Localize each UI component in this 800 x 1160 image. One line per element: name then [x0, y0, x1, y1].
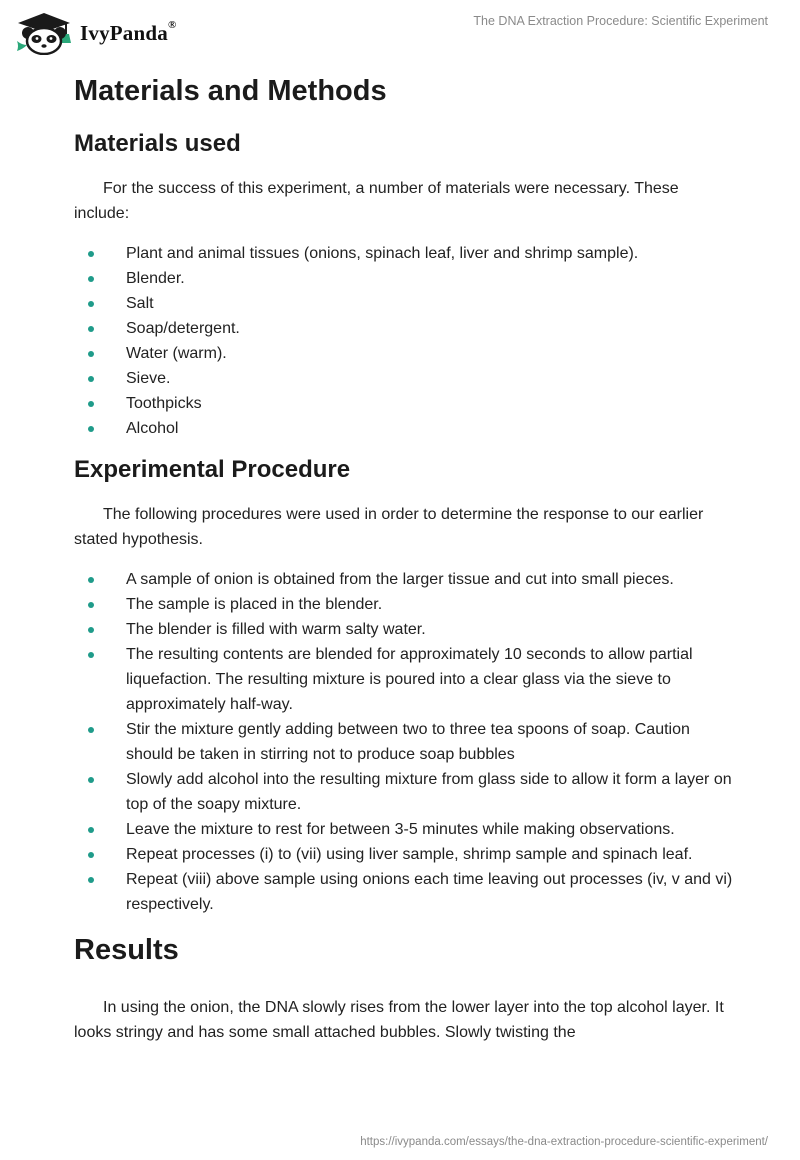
list-item-text: Leave the mixture to rest for between 3-5 minutes while making observations. — [126, 821, 675, 838]
bullet-icon — [88, 877, 94, 883]
bullet-icon — [88, 852, 94, 858]
list-item — [74, 341, 734, 366]
list-item — [74, 717, 734, 767]
page-header — [0, 0, 800, 64]
section-heading-materials-methods: Materials and Methods — [74, 75, 387, 107]
bullet-icon — [88, 727, 94, 733]
list-item — [74, 867, 734, 917]
source-url: https://ivypanda.com/essays/the-dna-extraction-procedure-scientific-experiment/ — [360, 1136, 768, 1148]
article-content — [74, 70, 734, 1045]
document-title: The DNA Extraction Procedure: Scientific Experiment — [473, 14, 768, 28]
list-item-text: Salt — [126, 295, 154, 312]
logo[interactable] — [14, 8, 176, 58]
bullet-icon — [88, 326, 94, 332]
list-item — [74, 817, 734, 842]
list-item — [74, 567, 734, 592]
results-text: In using the onion, the DNA slowly rises from the lower layer into the top alcohol layer. It looks stringy and has some small attached bubbles. Slowly twisting the — [74, 999, 724, 1041]
list-item-text: Slowly add alcohol into the resulting mixture from glass side to allow it form a layer on top of the soapy mixture. — [126, 771, 732, 813]
list-item — [74, 592, 734, 617]
list-item — [74, 316, 734, 341]
list-item-text: The sample is placed in the blender. — [126, 596, 383, 613]
procedure-list — [74, 567, 734, 917]
bullet-icon — [88, 627, 94, 633]
list-item-text: Stir the mixture gently adding between two to three tea spoons of soap. Caution should be taken in stirring not to produce soap bubbles — [126, 721, 690, 763]
bullet-icon — [88, 777, 94, 783]
list-item-text: Soap/detergent. — [126, 320, 240, 337]
bullet-icon — [88, 401, 94, 407]
list-item — [74, 642, 734, 717]
bullet-icon — [88, 426, 94, 432]
list-item-text: Repeat processes (i) to (vii) using liver sample, shrimp sample and spinach leaf. — [126, 846, 693, 863]
panda-logo-icon — [14, 11, 74, 55]
procedure-intro: The following procedures were used in order to determine the response to our earlier stated hypothesis. — [74, 506, 704, 548]
bullet-icon — [88, 301, 94, 307]
list-item — [74, 291, 734, 316]
bullet-icon — [88, 351, 94, 357]
list-item — [74, 842, 734, 867]
bullet-icon — [88, 602, 94, 608]
list-item-text: Sieve. — [126, 370, 171, 387]
materials-list — [74, 241, 734, 441]
section-heading-results: Results — [74, 934, 179, 966]
list-item-text: The resulting contents are blended for approximately 10 seconds to allow partial liquefaction. The resulting mixture is poured into a clear glass via the sieve to approximately half-way. — [126, 646, 693, 713]
list-item — [74, 391, 734, 416]
bullet-icon — [88, 276, 94, 282]
list-item-text: A sample of onion is obtained from the larger tissue and cut into small pieces. — [126, 571, 674, 588]
list-item — [74, 617, 734, 642]
bullet-icon — [88, 652, 94, 658]
list-item-text: Plant and animal tissues (onions, spinach leaf, liver and shrimp sample). — [126, 245, 639, 262]
list-item — [74, 266, 734, 291]
list-item-text: Repeat (viii) above sample using onions each time leaving out processes (iv, v and vi) respectively. — [126, 871, 733, 913]
list-item-text: Water (warm). — [126, 345, 227, 362]
bullet-icon — [88, 251, 94, 257]
bullet-icon — [88, 577, 94, 583]
subheading-experimental-procedure: Experimental Procedure — [74, 456, 351, 483]
list-item-text: Alcohol — [126, 420, 179, 437]
materials-intro: For the success of this experiment, a number of materials were necessary. These include: — [74, 180, 679, 222]
list-item — [74, 767, 734, 817]
bullet-icon — [88, 376, 94, 382]
list-item-text: Toothpicks — [126, 395, 202, 412]
list-item-text: The blender is filled with warm salty water. — [126, 621, 426, 638]
list-item — [74, 416, 734, 441]
list-item — [74, 366, 734, 391]
brand-name: IvyPanda® — [80, 18, 177, 45]
bullet-icon — [88, 827, 94, 833]
list-item — [74, 241, 734, 266]
list-item-text: Blender. — [126, 270, 185, 287]
subheading-materials-used: Materials used — [74, 130, 241, 157]
